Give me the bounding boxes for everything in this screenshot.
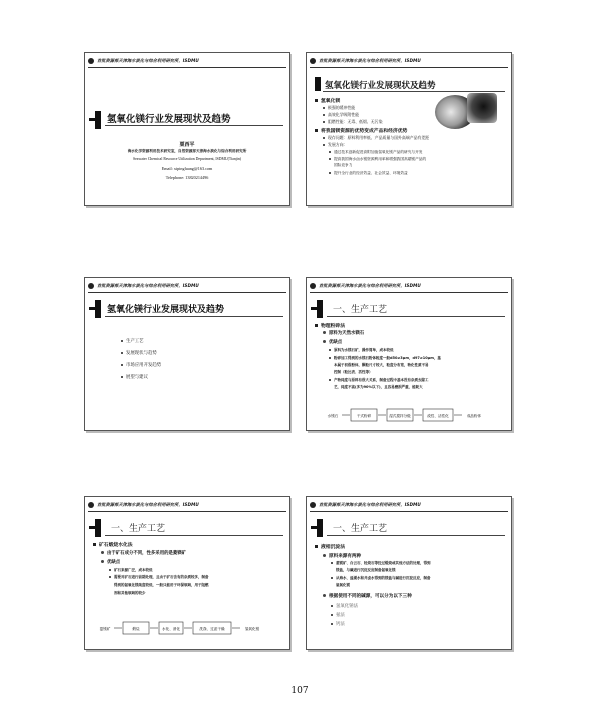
bullet-item-level-2: 优缺点 [101,559,120,565]
page-number: 107 [291,686,309,696]
flow-step-label: 氢氧化镁 [244,627,260,631]
flow-step-label: 干式粉碎 [356,414,372,418]
header-text: 首批资源部天津海水淡化与综合利用研究所，ISDMU [97,502,199,507]
header-text: 首批资源部天津海水淡化与综合利用研究所，ISDMU [97,283,199,288]
bullet-marker-icon [315,545,318,548]
flow-step-label: 洗涤、过滤干燥 [199,627,225,631]
bullet-marker-icon [109,576,111,578]
institute-logo-icon [88,58,94,64]
bullet-marker-icon [323,137,325,139]
bullet-marker-icon [101,551,104,554]
toc-item: 生产工艺 [121,338,144,344]
header-text: 首批资源部天津海水淡化与综合利用研究所，ISDMU [97,58,199,63]
slide-6 [306,496,512,650]
flow-step-label: 菱镁矿 [99,627,111,631]
bullet-item-level-3: 氢氧化镁 [336,583,350,587]
flow-step-label: 湿式搅拌分级 [389,414,411,418]
magnesium-hydroxide-photo-2 [467,93,497,123]
bullet-item-level-4: 氢氧化钠法 [331,603,358,609]
bullet-item-level-2: 由于矿石成分不同，性多采用的是菱镁矿 [101,550,186,556]
bullet-item-level-2: 原料来源有两种 [323,553,361,559]
bullet-item-level-1: 将我国镁资源的优势变成产品和经济优势 [315,127,407,134]
institute-logo-icon [88,502,94,508]
slide-title: 一、生产工艺 [333,305,388,315]
flow-step-label: 水镁石 [327,414,339,418]
slide-1 [84,52,290,206]
bullet-marker-icon [331,562,333,564]
toc-item: 市场应用开发趋势 [121,362,161,368]
bullet-item-level-2: 优缺点 [323,339,342,345]
bullet-marker-icon [109,569,111,571]
bullet-marker-icon [331,623,333,625]
bullet-marker-icon [323,554,326,557]
slide-header [88,56,286,66]
bullet-marker-icon [93,543,96,546]
bullet-item-level-3: 需要对矿石进行前期处理，且由于矿石含有的杂质较多，制备 [109,575,209,580]
bullet-item-level-3: 矿石来源广泛，成本较低 [109,568,153,573]
bullet-marker-icon [323,107,325,109]
bullet-item-level-4: 氨法 [331,612,345,618]
bullet-item-level-1: 矿石煅烧水化法 [93,541,133,548]
bullet-item-level-3: 通过技术创新促进高附加值氢氧化镁产品的研究与开发 [329,150,423,155]
bullet-item-level-3: 剂和其他领域的较少 [114,591,146,595]
bullet-marker-icon [329,349,331,351]
flow-svg [325,406,485,424]
bullet-item-level-3: 原料为水镁石矿，操作简单，成本较低 [329,348,394,353]
author: 粟西平 [179,142,195,148]
flow-step-label: 水化、消化 [162,627,180,631]
bullet-item-level-3: 提升全行业的经济效益、社会效益、环境效益 [329,171,408,176]
bullet-item-level-2: 原料为天然水镁石 [323,330,364,336]
process-flow-diagram [325,406,485,428]
bullet-marker-icon [323,340,326,343]
bullet-item-level-1: 氢氧化镁 [315,97,340,104]
bullet-marker-icon [329,357,331,359]
toc-item: 发展现状与趋势 [121,350,157,356]
bullet-item-level-2: 现存问题：原料利用率低、产品质量与国外高端产品有差距 [323,135,429,141]
slide-title: 一、生产工艺 [111,524,166,534]
slide-header [310,56,508,66]
toc-item: 展望与建议 [121,374,148,380]
bullet-marker-icon [323,121,325,123]
bullet-marker-icon [323,144,325,146]
bullet-item-level-3: 提高我国海水卤水镁资源利用率和增强我国高端镁产品的 [329,157,426,162]
bullet-item-level-3: 镁盐，与碱进行沉淀反应制备氢氧化镁 [336,568,396,572]
bullet-item-level-3: 国际竞争力 [334,163,353,167]
affiliation-en: Seawater Chemical Resource Utilization Department, ISDMU(Tianjin) [132,157,242,161]
bullet-item-level-3: 本属于初级粉体，颗粒尺寸较大，粒度分布宽，物化性质不易 [334,363,429,367]
bullet-marker-icon [315,99,318,102]
institute-logo-icon [310,58,316,64]
slide-header [88,281,286,291]
bullet-marker-icon [101,560,104,563]
bullet-item-level-3: 产物纯度与原料有很大关系，制备过程中基本没有杂质去除工 [329,378,429,383]
slide-header [310,281,508,291]
bullet-item-level-3: 艺，纯度不高(多为90%以下)，且容易磨损严重，能耗大 [334,385,423,389]
bullet-item-level-2: 根据使用不同的碱源，可以分为以下三种 [323,593,412,599]
bullet-item-level-4: 钙法 [331,621,345,627]
institute-logo-icon [310,502,316,508]
bullet-item-level-2: 发展方向： [323,142,347,148]
slide-title: 氢氧化镁行业发展现状及趋势 [325,81,436,91]
bullet-marker-icon [331,614,333,616]
flow-step-label: 成品粉体 [466,414,482,418]
bullet-marker-icon [329,158,331,160]
bullet-item-level-2: 极强的缓冲性能 [323,105,355,111]
bullet-marker-icon [329,172,331,174]
telephone: Telephone: 13820214496 [165,175,209,180]
flow-svg [97,619,263,637]
bullet-item-level-2: 阻燃性能：无毒、低烟、无污染 [323,119,382,125]
slide-4 [306,277,512,431]
slide-title: 一、生产工艺 [333,524,388,534]
process-flow-diagram [97,619,263,641]
bullet-marker-icon [315,324,318,327]
institute-logo-icon [310,283,316,289]
bullet-marker-icon [329,151,331,153]
bullet-marker-icon [331,605,333,607]
bullet-item-level-3: 从海水、盐湖水和井卤水得到的镁盐与碱进行沉淀反应，制备 [331,576,431,581]
bullet-item-level-3: 菱镁矿、白云石、轻烧石等经过煅烧或其他方法的处理，得到 [331,561,431,566]
bullet-item-level-3: 粉碎加工得到的水镁石粉体粒度一般d50≥3μm，d97≥10μm，基 [329,356,441,361]
bullet-marker-icon [315,129,318,132]
bullet-marker-icon [323,594,326,597]
header-text: 首批资源部天津海水淡化与综合利用研究所，ISDMU [319,283,421,288]
bullet-item-level-3: 控制（粒比表、活性等） [334,370,373,374]
header-text: 首批资源部天津海水淡化与综合利用研究所，ISDMU [319,58,421,63]
slide-title: 氢氧化镁行业发展现状及趋势 [107,305,225,315]
slide-3 [84,277,290,431]
flow-step-label: 改性、活性化 [427,414,449,418]
slide-header [310,500,508,510]
affiliation-cn: 海水化学资源利用技术研究室，自然资源部天津海水淡化与综合利用研究所 [127,149,247,153]
bullet-marker-icon [323,331,326,334]
bullet-item-level-3: 得到的氢氧化镁纯度较低，一般只能用于环保领域，用于阻燃 [114,583,209,587]
institute-logo-icon [88,283,94,289]
bullet-item-level-2: 高效化学吸附性能 [323,112,359,118]
bullet-marker-icon [323,114,325,116]
slide-title: 氢氧化镁行业发展现状及趋势 [107,114,231,125]
slide-2 [306,52,512,206]
bullet-item-level-1: 液相沉淀法 [315,543,345,550]
header-text: 首批资源部天津海水淡化与综合利用研究所，ISDMU [319,502,421,507]
flow-step-label: 煅烧 [132,627,140,631]
slide-header [88,500,286,510]
bullet-item-level-1: 物理粉碎法 [315,322,345,329]
bullet-marker-icon [329,379,331,381]
slide-5 [84,496,290,650]
bullet-marker-icon [331,577,333,579]
email: Email: xipingluang@163.com [161,166,213,171]
